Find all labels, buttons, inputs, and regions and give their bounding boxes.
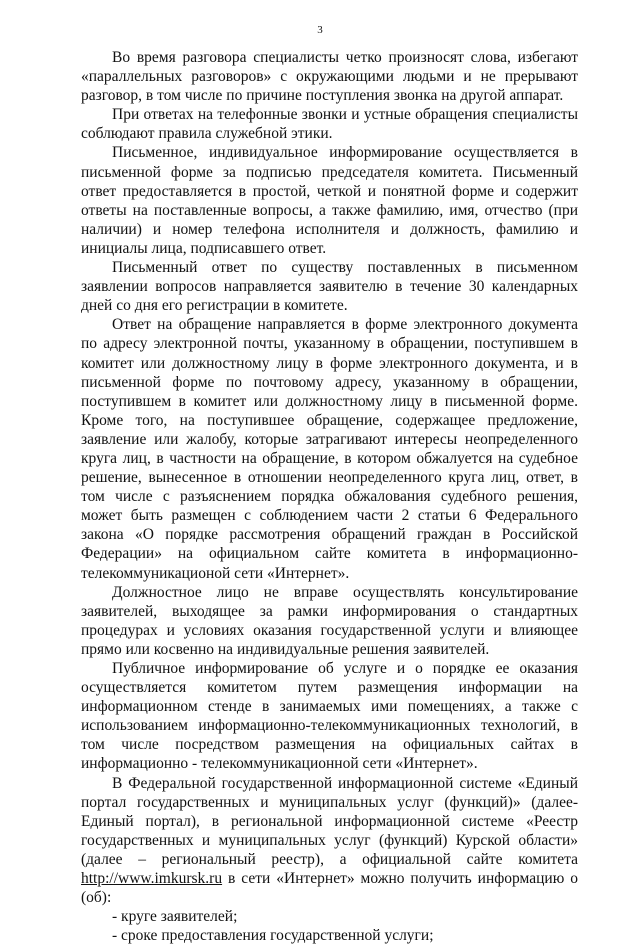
paragraph-with-link	[81, 774, 578, 908]
list-item: - сроке предоставления государственной услуги;	[112, 927, 434, 945]
paragraph: Публичное информирование об услуге и о порядке ее оказания осуществляется комитетом путем размещения информации на информационном стенде в занимаемых ими помещениях, а также с использованием информационно-телекоммуникационных технологий, в том числе посредством размещения на официальных сайтах в информационно - телекоммуникационной сети «Интернет».	[81, 660, 578, 773]
page-number: 3	[317, 24, 323, 36]
paragraph-text-before-link: В Федеральной государственной информационной системе «Единый портал государственных и муниципальных услуг (функций)» (далее- Единый портал), в региональной информационной системе «Реестр государственных и муниципальных услуг (функций) Курской области» (далее – региональный реестр), а официальной сайте комитета	[81, 774, 578, 868]
paragraph: Письменный ответ по существу поставленных в письменном заявлении вопросов направляется заявителю в течение 30 календарных дней со дня его регистрации в комитете.	[81, 259, 578, 315]
paragraph: Во время разговора специалисты четко произносят слова, избегают «параллельных разговоров» с окружающими людьми и не прерывают разговор, в том числе по причине поступления звонка на другой аппарат.	[81, 49, 578, 105]
paragraph: Ответ на обращение направляется в форме электронного документа по адресу электронной почты, указанному в обращении, поступившем в комитет или должностному лицу в форме электронного документа, и в письменной форме по почтовому адресу, указанному в обращении, поступившем в комитет или должностному лицу в письменной форме. Кроме того, на поступившее обращение, содержащее предложение, заявление или жалобу, которые затрагивают интересы неопределенного круга лиц, в частности на обращение, в котором обжалуется на судебное решение, вынесенное в отношении неопределенного круга лиц, ответ, в том числе с разъяснением порядка обжалования судебного решения, может быть размещен с соблюдением части 2 статьи 6 Федерального закона «О порядке рассмотрения обращений граждан в Российской Федерации» на официальном сайте комитета в информационно-телекоммуникационой сети «Интернет».	[81, 316, 578, 582]
website-link[interactable]: http://www.imkursk.ru	[81, 870, 223, 888]
paragraph: При ответах на телефонные звонки и устные обращения специалисты соблюдают правила служебной этики.	[81, 106, 578, 143]
paragraph: Письменное, индивидуальное информирование осуществляется в письменной форме за подписью председателя комитета. Письменный ответ предоставляется в простой, четкой и понятной форме и содержит ответы на поставленные вопросы, а также фамилию, имя, отчество (при наличии) и номер телефона исполнителя и должность, фамилию и инициалы лица, подписавшего ответ.	[81, 144, 578, 257]
document-body	[81, 48, 578, 945]
list-item: - круге заявителей;	[112, 908, 238, 926]
paragraph: Должностное лицо не вправе осуществлять консультирование заявителей, выходящее за рамки информирования о стандартных процедурах и условиях оказания государственной услуги и влияющее прямо или косвенно на индивидуальные решения заявителей.	[81, 583, 578, 658]
paragraph-text-after-link: в сети «Интернет» можно получить информацию о (об):	[81, 870, 578, 907]
